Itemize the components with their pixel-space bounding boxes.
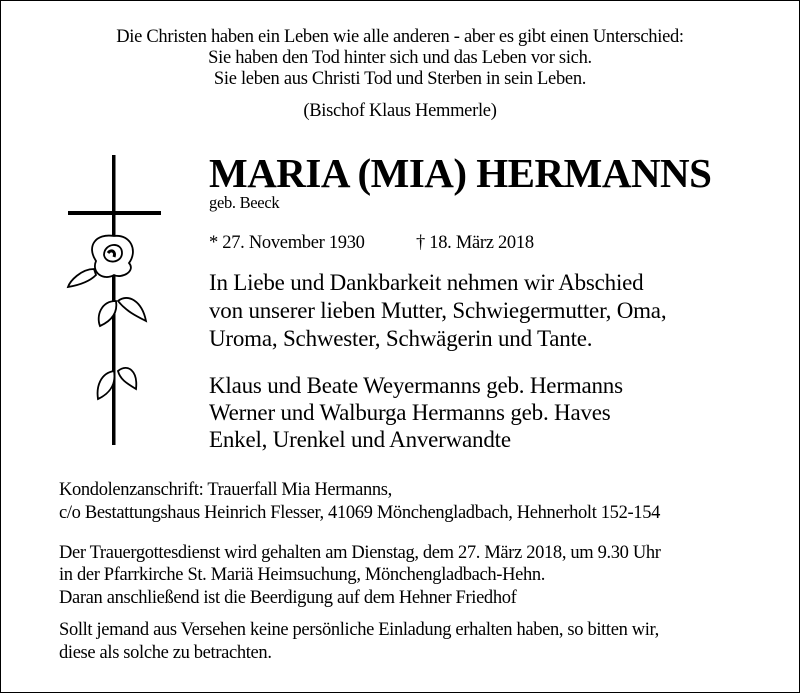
death-date: † 18. März 2018 — [416, 233, 534, 253]
birth-date: * 27. November 1930 — [209, 233, 365, 253]
service-line: in der Pfarrkirche St. Mariä Heimsuchung, Mönchengladbach-Hehn. — [59, 565, 546, 585]
farewell-line: In Liebe und Dankbarkeit nehmen wir Abschied — [209, 270, 644, 295]
quote-author: (Bischof Klaus Hemmerle) — [303, 101, 497, 121]
quote-line: Die Christen haben ein Leben wie alle anderen - aber es gibt einen Unterschied: — [116, 27, 684, 47]
quote-line: Sie haben den Tod hinter sich und das Leben vor sich. — [208, 48, 592, 68]
note-line: diese als solche zu betrachten. — [59, 643, 272, 663]
cross-rose-icon — [56, 151, 166, 451]
mourner-line: Enkel, Urenkel und Anverwandte — [209, 427, 511, 452]
condolence-line: c/o Bestattungshaus Heinrich Flesser, 41069 Mönchengladbach, Hehnerholt 152-154 — [59, 503, 660, 523]
deceased-name: MARIA (MIA) HERMANNS — [209, 150, 712, 196]
mourner-line: Klaus und Beate Weyermanns geb. Hermanns — [209, 373, 623, 398]
farewell-line: Uroma, Schwester, Schwägerin und Tante. — [209, 326, 593, 351]
quote-line: Sie leben aus Christi Tod und Sterben in sein Leben. — [213, 69, 587, 89]
birth-name: geb. Beeck — [209, 193, 280, 212]
service-line: Der Trauergottesdienst wird gehalten am Dienstag, dem 27. März 2018, um 9.30 Uhr — [59, 543, 661, 563]
condolence-line: Kondolenzanschrift: Trauerfall Mia Hermanns, — [59, 480, 392, 500]
note-line: Sollt jemand aus Versehen keine persönliche Einladung erhalten haben, so bitten wir, — [59, 620, 659, 640]
service-line: Daran anschließend ist die Beerdigung auf dem Hehner Friedhof — [59, 588, 517, 608]
farewell-line: von unserer lieben Mutter, Schwiegermutter, Oma, — [209, 298, 667, 323]
mourner-line: Werner und Walburga Hermanns geb. Haves — [209, 400, 611, 425]
